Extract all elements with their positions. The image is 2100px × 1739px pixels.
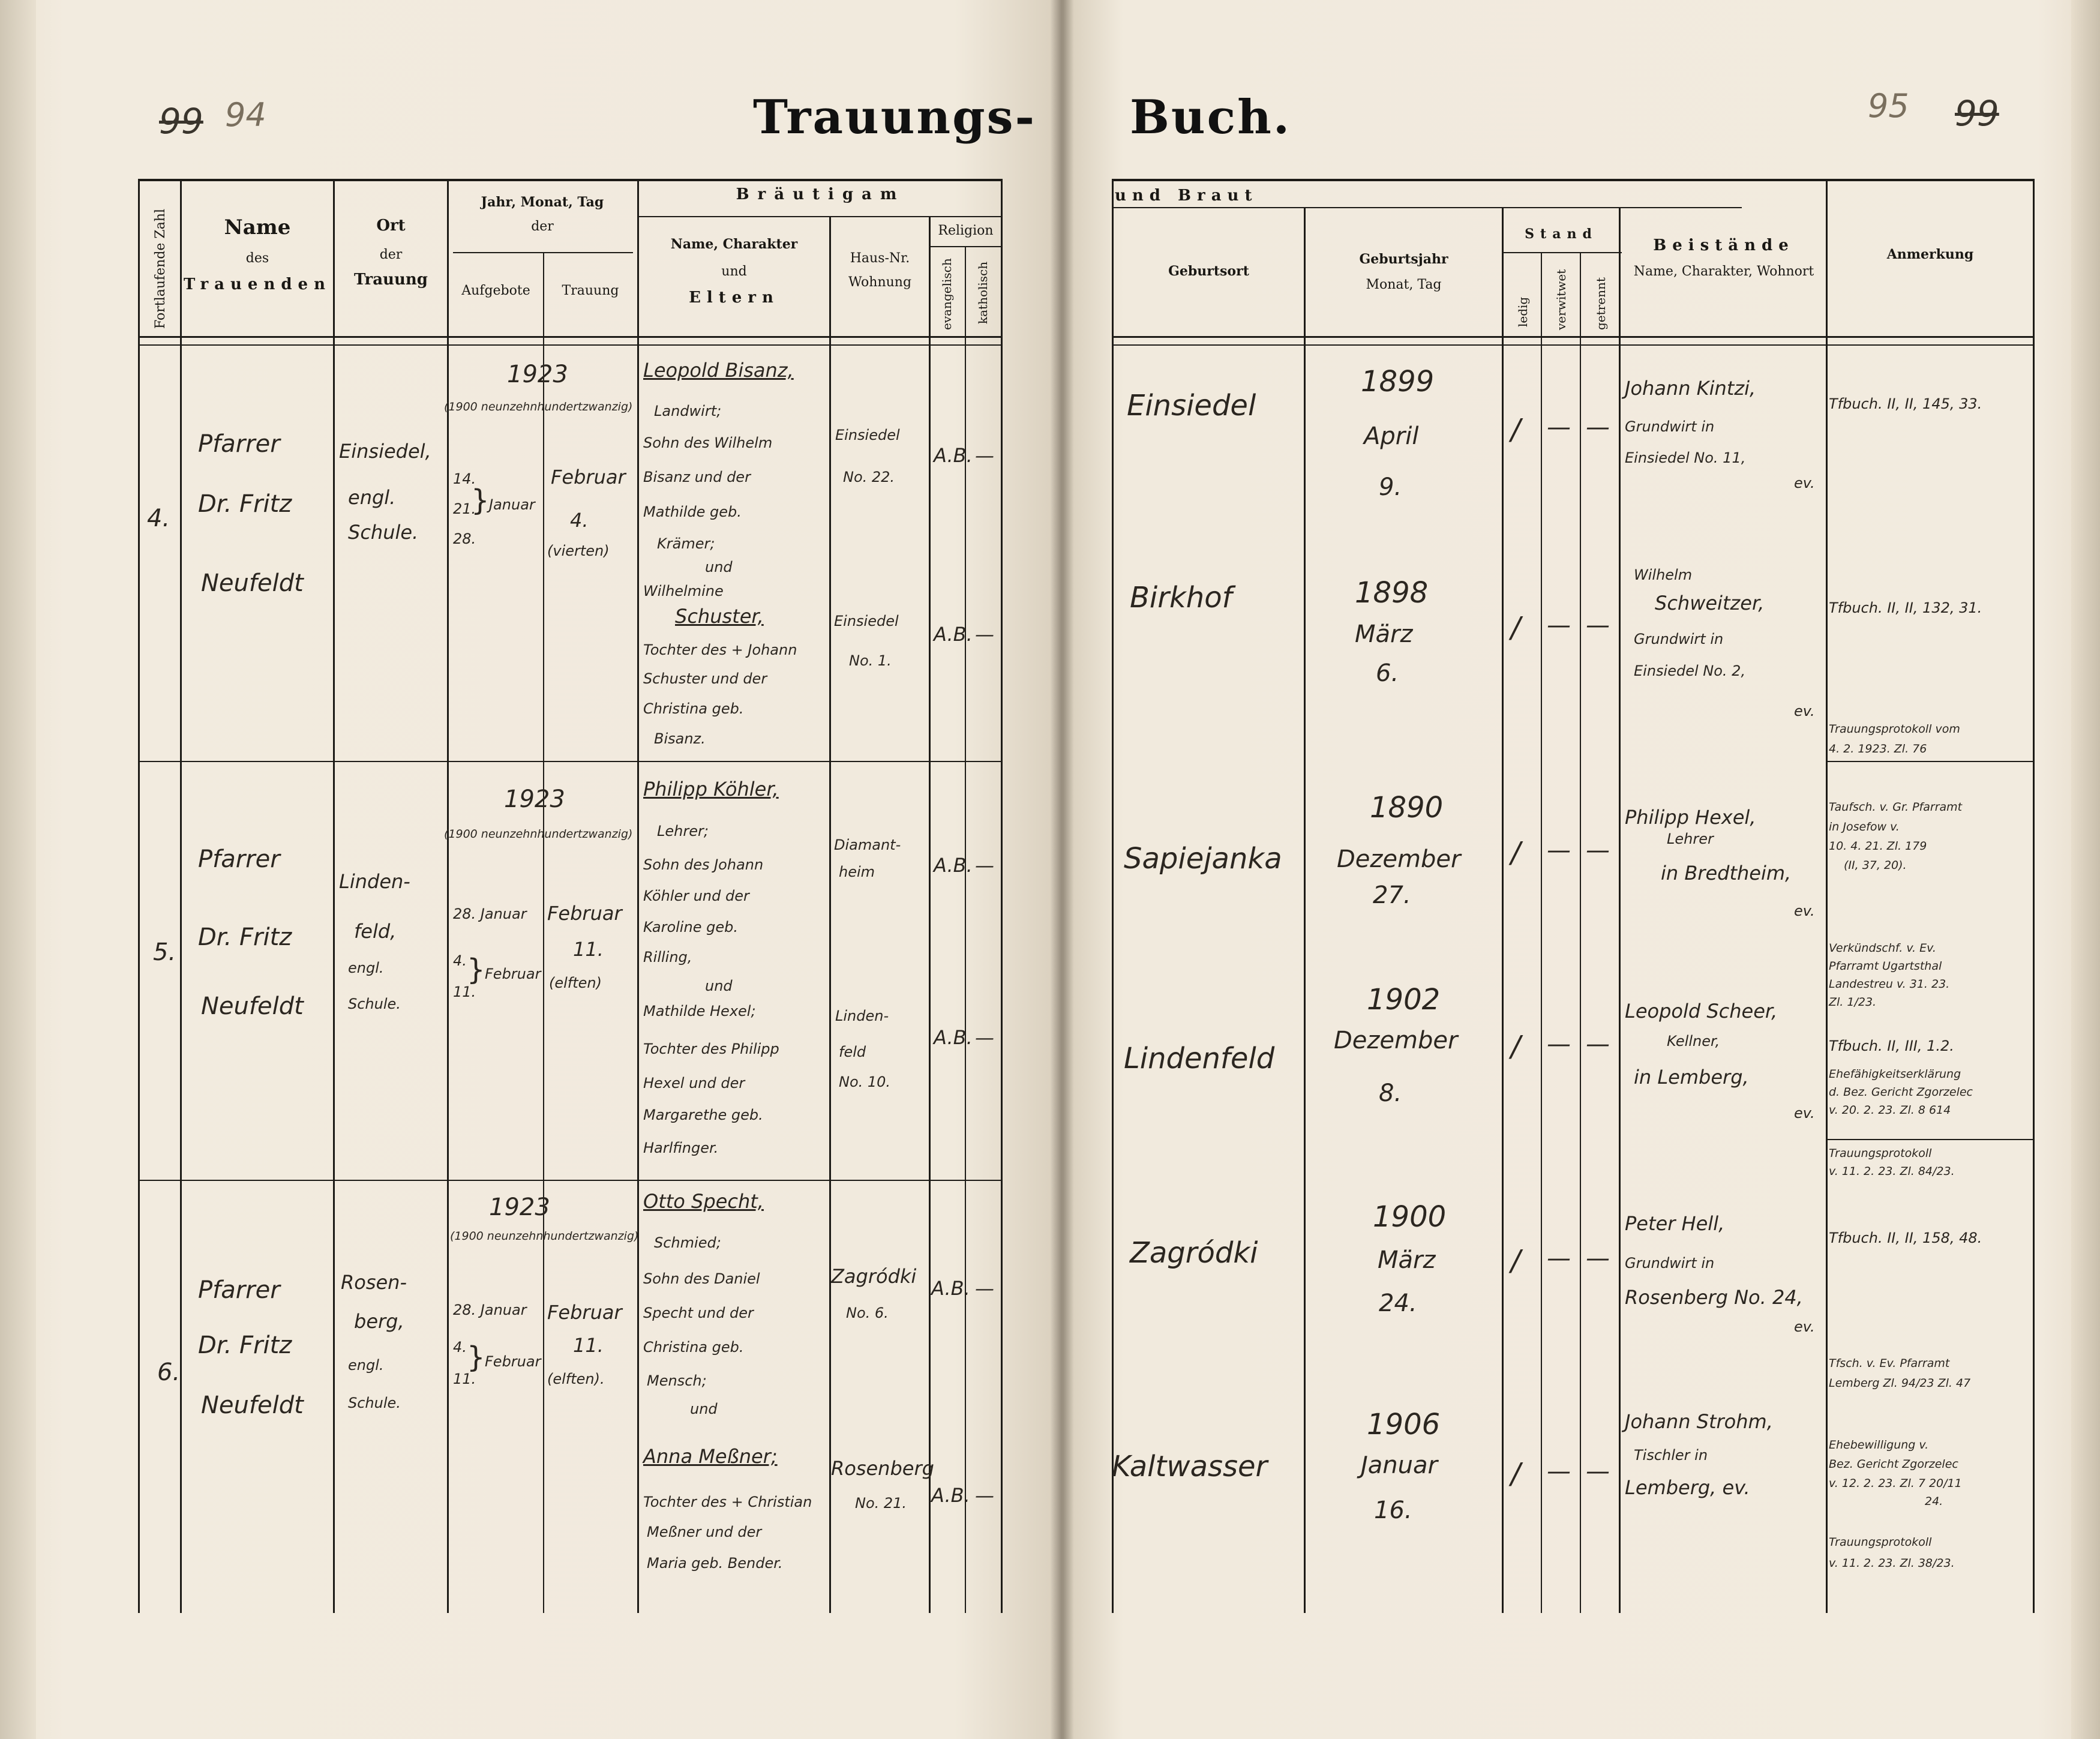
bride-text-line: Hexel und der [643,1075,745,1092]
officiant-line: Dr. Fritz [198,490,292,518]
groom-religion: A.B. [934,444,973,467]
remark-line: Tfbuch. II, II, 145, 33. [1829,395,1982,412]
banns-day: 4. [453,1339,467,1356]
col-divider [333,179,335,1613]
bride-text-line: Meßner und der [647,1524,762,1540]
header-birthyear-1: Geburtsjahr [1359,251,1448,267]
header-status: Stand [1525,226,1598,242]
page-number-new: 94 [225,96,266,134]
wedding-place-line: engl. [348,960,384,976]
remark-line: v. 11. 2. 23. Zl. 84/23. [1829,1165,1955,1178]
status-widowed: — [1547,611,1571,639]
header-bottom-border [138,336,1002,338]
col-divider [1304,207,1306,1613]
book-gutter [1050,0,1074,1739]
header-witnesses-2: Name, Charakter, Wohnort [1633,264,1814,279]
groom-house-line: No. 22. [843,469,895,485]
status-widowed: — [1547,836,1571,864]
groom-catholic: — [975,1277,994,1300]
header-bottom-border [1112,336,2033,338]
remark-line: Tfbuch. II, III, 1.2. [1829,1038,1954,1054]
groom-birth-line: 1890 [1370,791,1444,824]
header-name-2: des [245,251,269,266]
entry-number: 4. [147,505,170,532]
remark-line: Tfbuch. II, II, 132, 31. [1829,599,1982,616]
bride-birth-line: 6. [1376,659,1399,687]
entry-divider [138,1180,1002,1181]
header-wedding: Trauung [562,283,619,298]
remark-line: Lemberg Zl. 94/23 Zl. 47 [1829,1377,1971,1390]
groom-text-line: Sohn des Daniel [643,1270,760,1287]
bride-religion: A.B. [934,623,973,646]
header-place-1: Ort [376,217,406,235]
banns-first: 28. Januar [453,906,527,922]
header-date-1: Jahr, Monat, Tag [481,194,604,210]
col-divider [829,216,831,1613]
header-groom-name-3: Eltern [689,289,779,307]
status-separated: — [1586,1030,1610,1058]
bride-catholic: — [975,623,994,646]
bride-text-line: Anna Meßner; [643,1445,778,1468]
status-widowed: — [1547,1245,1571,1272]
header-single: ledig [1516,296,1530,327]
groom-text-line: und [690,1401,718,1417]
banns-day: 11. [453,984,476,1000]
wedding-date-line: Februar [547,1301,622,1324]
wedding-place-line: Schule. [348,521,419,544]
bride-birthplace: Lindenfeld [1124,1042,1275,1075]
status-separated: — [1586,611,1610,639]
bride-subheader-line [1112,207,1742,208]
bride-birth-line: 1898 [1355,576,1429,610]
groom-birth-line: Dezember [1337,845,1461,873]
witness-line: Lemberg, ev. [1625,1476,1750,1499]
groom-catholic: — [975,854,994,877]
remark-line: v. 11. 2. 23. Zl. 38/23. [1829,1557,1955,1570]
groom-text-line: Specht und der [643,1305,754,1321]
remark-line: in Josefow v. [1829,820,1900,833]
groom-text-line: Mensch; [647,1372,707,1389]
status-subheader-line [1502,252,1622,253]
col-divider [447,179,449,1613]
banns-day: 14. [453,470,476,487]
header-religion: Religion [938,223,994,238]
officiant-line: Pfarrer [198,430,280,458]
page-number-old: 99 [1955,93,1999,134]
wedding-year: 1923 [489,1194,550,1221]
wedding-place-line: feld, [354,920,397,943]
header-serial: Fortlaufende Zahl [153,208,168,329]
wedding-place-line: Schule. [348,1395,401,1411]
col-divider [1502,207,1504,1613]
header-remarks: Anmerkung [1886,247,1974,262]
witness-line: ev. [1794,1318,1815,1335]
bride-house-line: Linden- [835,1008,889,1024]
header-place-2: der [379,247,403,262]
bride-religion: A.B. [934,1026,973,1049]
banns-brace: } [467,953,485,987]
groom-text-line: Schmied; [654,1234,721,1251]
witness-line: in Bredtheim, [1661,862,1792,885]
bride-house-line: Rosenberg [831,1457,934,1480]
banns-brace: } [471,484,490,517]
groom-house-line: Diamant- [834,836,901,853]
bride-text-line: Christina geb. [643,700,744,717]
wedding-place-line: berg, [354,1310,404,1333]
wedding-place-line: Einsiedel, [339,440,431,463]
witness-line: Einsiedel No. 2, [1634,662,1746,679]
table-left-border [1112,179,1114,1613]
witness-line: Philipp Hexel, [1625,806,1756,829]
groom-text-line: und [705,559,733,575]
bride-house-line: No. 10. [839,1074,891,1090]
bride-text-line: Bisanz. [654,730,706,747]
entry-number: 5. [153,939,176,966]
witness-line: ev. [1794,475,1815,491]
groom-house-line: No. 6. [846,1305,889,1321]
status-single: / [1511,1457,1521,1491]
groom-house-line: heim [839,863,875,880]
header-separated: getrennt [1594,277,1608,330]
groom-birthplace: Einsiedel [1127,389,1256,422]
remark-line: Trauungsprotokoll [1829,1536,1932,1549]
bride-birth-line: Dezember [1334,1027,1458,1054]
right-page [1061,0,2100,1739]
remark-line: d. Bez. Gericht Zgorzelec [1829,1086,1973,1099]
table-right-border [2033,179,2035,1613]
groom-house-line: Zagródki [831,1265,917,1288]
remark-line: 24. [1925,1495,1943,1508]
header-name-1: Name [224,215,291,239]
header-bride: und Braut [1115,187,1258,205]
groom-text-line: Krämer; [657,535,715,552]
wedding-year-words: (1900 neunzehnhundertzwanzig) [450,1230,639,1243]
wedding-year-words: (1900 neunzehnhundertzwanzig) [444,827,633,841]
col-divider [180,179,182,1613]
groom-text-line: Bisanz und der [643,469,751,485]
header-catholic: katholisch [976,261,990,324]
header-groom: Bräutigam [736,185,905,203]
col-divider [1580,252,1581,1613]
table-top-border [138,179,1002,181]
status-separated: — [1586,1245,1610,1272]
header-witnesses-1: Beistände [1653,236,1795,254]
entry-divider [138,761,1002,762]
bride-birthplace: Kaltwasser [1112,1450,1268,1483]
header-groom-name-2: und [721,264,747,279]
page-number-old: 99 [159,101,203,142]
witness-line: Leopold Scheer, [1625,1000,1778,1023]
witness-line: ev. [1794,903,1815,919]
witness-line: in Lemberg, [1634,1066,1749,1089]
table-left-border [138,179,140,1613]
bride-text-line: Maria geb. Bender. [647,1555,783,1572]
witness-line: Johann Kintzi, [1625,377,1756,400]
bride-birth-line: 16. [1374,1497,1412,1524]
witness-line: Johann Strohm, [1625,1410,1773,1433]
banns-day: 4. [453,952,467,969]
groom-text-line: Christina geb. [643,1339,744,1356]
witness-line: Rosenberg No. 24, [1625,1286,1803,1309]
witness-line: Tischler in [1634,1447,1708,1464]
groom-text-line: Philipp Köhler, [643,778,779,800]
groom-birth-line: April [1364,422,1419,450]
header-place-3: Trauung [354,271,428,289]
witness-line: ev. [1794,703,1815,719]
status-separated: — [1586,413,1610,441]
remark-line: 10. 4. 21. Zl. 179 [1829,839,1927,853]
wedding-place-line: Schule. [348,996,401,1012]
officiant-line: Neufeldt [201,1392,304,1419]
banns-day: 21. [453,500,476,517]
col-divider [1541,252,1542,1613]
wedding-place-line: Linden- [339,870,410,893]
col-divider [1619,207,1621,1613]
page-title-right: Buch. [1130,90,1291,145]
remark-line: Trauungsprotokoll [1829,1147,1932,1160]
witness-line: Kellner, [1667,1033,1720,1050]
status-single: / [1511,611,1521,644]
groom-text-line: Mathilde geb. [643,503,742,520]
bride-text-line: Margarethe geb. [643,1107,763,1123]
wedding-date-line: (vierten) [547,542,610,559]
groom-text-line: Rilling, [643,949,692,966]
wedding-date-line: 4. [570,509,589,532]
remark-line: Landestreu v. 31. 23. [1829,978,1950,991]
bride-birth-line: 1902 [1367,983,1441,1017]
header-name-3: Trauenden [184,275,331,293]
groom-text-line: Landwirt; [654,403,722,419]
groom-text-line: Karoline geb. [643,919,738,936]
witness-line: ev. [1794,1105,1815,1122]
banns-first: 28. Januar [453,1302,527,1318]
bride-house-line: No. 21. [855,1495,907,1512]
header-double-border [1112,344,2033,346]
wedding-year: 1923 [504,785,565,813]
wedding-date-line: Februar [547,902,622,925]
wedding-year-words: (1900 neunzehnhundertzwanzig) [444,400,633,413]
header-date-2: der [531,219,554,234]
groom-birth-line: 1900 [1373,1200,1447,1234]
remark-line: Trauungsprotokoll vom [1829,722,1960,736]
groom-text-line: Leopold Bisanz, [643,359,794,382]
bride-catholic: — [975,1484,994,1507]
remark-line: v. 20. 2. 23. Zl. 8 614 [1829,1104,1951,1117]
witness-line: Grundwirt in [1634,631,1724,647]
groom-text-line: Köhler und der [643,888,749,904]
witness-line: Wilhelm [1634,566,1693,583]
groom-birthplace: Sapiejanka [1124,842,1282,876]
bride-text-line: Harlfinger. [643,1140,719,1156]
remark-line: Bez. Gericht Zgorzelec [1829,1458,1958,1471]
groom-religion: A.B. [931,1277,970,1300]
bride-birth-line: 1906 [1367,1408,1441,1441]
header-house-2: Wohnung [848,275,912,290]
bride-birth-line: März [1355,620,1413,648]
remark-line: (II, 37, 20). [1844,859,1907,872]
bride-house-line: feld [839,1044,866,1060]
bride-house-line: No. 1. [849,652,892,669]
bride-birth-line: 8. [1379,1080,1402,1107]
officiant-line: Pfarrer [198,1276,280,1304]
remark-line: 4. 2. 1923. Zl. 76 [1829,742,1927,755]
table-right-border [1001,179,1003,1613]
groom-text-line: Otto Specht, [643,1190,764,1213]
groom-text-line: Sohn des Wilhelm [643,434,773,451]
groom-catholic: — [975,444,994,467]
officiant-line: Pfarrer [198,845,280,873]
header-banns: Aufgebote [461,283,530,298]
status-single: / [1511,1030,1521,1063]
witness-line: Grundwirt in [1625,1255,1715,1272]
groom-birth-line: März [1378,1246,1436,1274]
groom-text-line: Sohn des Johann [643,856,764,873]
remark-line: Ehebewilligung v. [1829,1438,1929,1452]
bride-text-line: Tochter des Philipp [643,1041,779,1057]
remark-line: Tfsch. v. Ev. Pfarramt [1829,1357,1950,1370]
table-top-border [1112,179,2033,181]
witness-line: Einsiedel No. 11, [1625,449,1746,466]
col-divider [543,252,544,1613]
bride-text-line: Tochter des + Johann [643,641,797,658]
groom-text-line: Lehrer; [657,823,709,839]
groom-birthplace: Zagródki [1130,1236,1258,1270]
banns-month: Januar [489,496,535,513]
status-separated: — [1586,1458,1610,1485]
bride-house-line: Einsiedel [834,613,899,629]
header-evangelical: evangelisch [940,258,954,330]
remark-line: Tfbuch. II, II, 158, 48. [1829,1230,1982,1246]
status-separated: — [1586,836,1610,864]
remark-line: Taufsch. v. Gr. Pfarramt [1829,800,1963,814]
witness-line: Schweitzer, [1655,592,1765,614]
religion-subheader-line [930,246,1002,247]
witness-line: Peter Hell, [1625,1212,1725,1235]
bride-text-line: Wilhelmine [643,583,724,599]
groom-subheader-line [639,216,1002,217]
header-double-border [138,344,1002,346]
officiant-line: Dr. Fritz [198,1332,292,1359]
bride-text-line: Schuster, [675,605,764,628]
groom-birth-line: 27. [1373,882,1411,909]
status-widowed: — [1547,1458,1571,1485]
wedding-place-line: engl. [348,1357,384,1374]
wedding-date-line: (elften). [547,1371,605,1387]
header-house-1: Haus-Nr. [850,251,910,266]
status-single: / [1511,836,1521,870]
page-number-new: 95 [1868,87,1909,125]
wedding-place-line: Rosen- [341,1271,407,1294]
officiant-line: Neufeldt [201,569,304,597]
bride-birth-line: Januar [1361,1452,1438,1479]
header-widowed: verwitwet [1554,269,1568,330]
bride-text-line: Mathilde Hexel; [643,1003,756,1020]
groom-religion: A.B. [934,854,973,877]
bride-birthplace: Birkhof [1130,581,1232,614]
remark-line: v. 12. 2. 23. Zl. 7 20/11 [1829,1477,1962,1490]
col-divider [637,179,639,1613]
remark-line: Zl. 1/23. [1829,996,1877,1009]
banns-month: Februar [485,966,541,982]
groom-birth-line: 9. [1379,473,1402,501]
wedding-year: 1923 [507,361,568,388]
page-title-left: Trauungs- [753,90,1036,145]
col-divider [929,216,931,1613]
remark-line: Ehefähigkeitserklärung [1829,1068,1961,1081]
header-birthplace: Geburtsort [1168,263,1249,279]
status-single: / [1511,413,1521,446]
status-widowed: — [1547,1030,1571,1058]
officiant-line: Neufeldt [201,993,304,1020]
wedding-date-line: 11. [573,938,604,961]
groom-text-line: und [705,978,733,994]
wedding-place-line: engl. [348,486,396,509]
officiant-line: Dr. Fritz [198,924,292,951]
col-divider [1826,179,1828,1613]
witness-line: Lehrer [1667,830,1714,847]
groom-birth-line: 1899 [1361,365,1435,398]
status-widowed: — [1547,413,1571,441]
banns-day: 11. [453,1371,476,1387]
wedding-date-line: 11. [573,1334,604,1357]
header-groom-name-1: Name, Charakter [670,236,798,252]
bride-catholic: — [975,1026,994,1049]
wedding-date-line: Februar [551,466,626,488]
remark-line: Verkündschf. v. Ev. [1829,942,1936,955]
wedding-date-line: (elften) [549,975,602,991]
remark-divider [1827,761,2034,762]
bride-religion: A.B. [931,1484,970,1507]
entry-number: 6. [157,1359,181,1386]
banns-day: 28. [453,530,476,547]
bride-text-line: Schuster und der [643,670,767,687]
bride-text-line: Tochter des + Christian [643,1494,812,1510]
remark-line: Pfarramt Ugartsthal [1829,960,1942,973]
witness-line: Grundwirt in [1625,418,1715,435]
groom-house-line: Einsiedel [835,427,900,443]
header-birthyear-2: Monat, Tag [1366,277,1442,292]
groom-birth-line: 24. [1379,1290,1417,1317]
remark-divider [1827,1139,2034,1140]
banns-month: Februar [485,1353,541,1370]
status-single: / [1511,1244,1521,1278]
banns-brace: } [467,1341,485,1374]
